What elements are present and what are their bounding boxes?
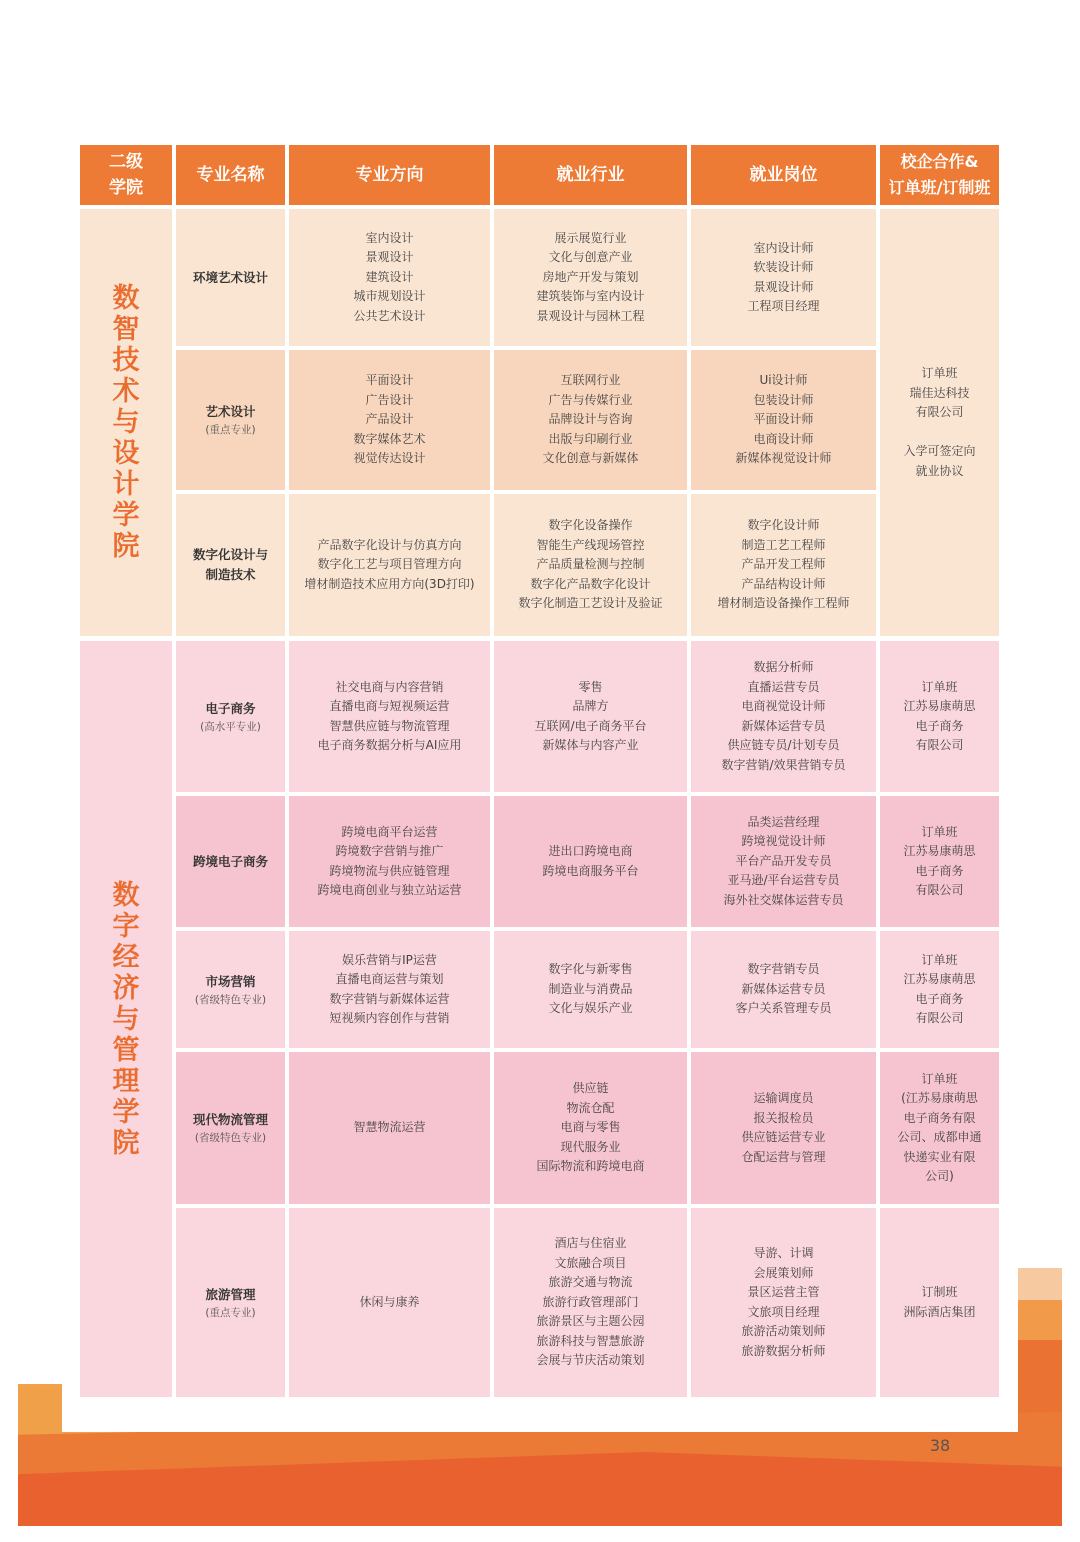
cell-line: 休闲与康养 [359, 1294, 420, 1309]
cell-line: 亚马逊/平台运营专员 [727, 873, 840, 888]
cell-line: 直播电商与短视频运营 [329, 699, 450, 713]
cell-line: 增材制造设备操作工程师 [717, 596, 850, 611]
cell-line: 公共艺术设计 [353, 308, 426, 323]
college-name: 数字经济与管理学院 [112, 879, 140, 1159]
cooperation-cell [880, 796, 999, 927]
major-name: 数字化设计与 [192, 547, 268, 562]
header-college: 二级 学院 [80, 145, 172, 205]
industry-cell [494, 494, 687, 636]
cell-line: 城市规划设计 [353, 289, 426, 304]
major-name: 跨境电子商务 [192, 853, 268, 869]
cell-line: 新媒体与内容产业 [542, 738, 639, 752]
cell-line: 江苏易康萌思 [903, 972, 976, 986]
cell-line: 公司、成都申通 [897, 1130, 982, 1144]
cell-line: 增材制造技术应用方向(3D打印) [304, 576, 475, 591]
cell-line: 新媒体视觉设计师 [735, 451, 832, 466]
cell-line: 订制班 [921, 1285, 958, 1299]
cell-line: 海外社交媒体运营专员 [723, 892, 844, 907]
direction-cell [289, 1052, 490, 1204]
cell-line: 订单班 [921, 366, 958, 380]
cell-line: 电子商务数据分析与AI应用 [317, 738, 462, 752]
cell-line: 供应链运营专业 [741, 1130, 826, 1144]
major-cell [176, 209, 285, 346]
industry-cell [494, 209, 687, 346]
major-tag: (高水平专业) [200, 720, 261, 733]
cell-line: 产品设计 [365, 412, 414, 427]
cell-line: 公司) [925, 1169, 954, 1183]
industry-cell [494, 796, 687, 927]
cell-line: 现代服务业 [560, 1139, 621, 1154]
college-cell [80, 209, 172, 636]
page-number: 38 [929, 1436, 951, 1455]
cell-line: 零售 [578, 679, 603, 694]
cell-line: 数据分析师 [753, 660, 814, 674]
header-cooperation: 校企合作& 订单班/订制班 [880, 145, 999, 205]
cell-line: 旅游交通与物流 [548, 1275, 633, 1290]
cell-line: 文旅项目经理 [747, 1304, 820, 1319]
cell-line: 房地产开发与策划 [542, 269, 639, 284]
cell-line: 会展与节庆活动策划 [536, 1353, 645, 1368]
major-name: 旅游管理 [205, 1286, 256, 1302]
cell-line: 产品数字化设计与仿真方向 [317, 537, 462, 552]
cell-line: 数字化设备操作 [548, 518, 633, 533]
cell-line: 社交电商与内容营销 [335, 679, 444, 694]
cell-line: 室内设计师 [753, 240, 814, 255]
cell-line: 产品质量检测与控制 [536, 557, 645, 572]
cell-line: 室内设计 [365, 230, 414, 245]
cell-line: 景观设计与园林工程 [536, 308, 645, 323]
cell-line: Ui设计师 [759, 373, 808, 388]
header-position: 就业岗位 [691, 145, 876, 205]
cell-line: 直播电商运营与策划 [335, 972, 444, 986]
cell-line: 广告设计 [365, 392, 414, 407]
cell-line: 会展策划师 [753, 1265, 814, 1280]
cell-line: 文旅融合项目 [554, 1255, 627, 1270]
cell-line: 旅游行政管理部门 [542, 1294, 639, 1309]
cell-line: 电商设计师 [753, 431, 814, 446]
cell-line: 出版与印刷行业 [548, 431, 633, 446]
position-cell [691, 1052, 876, 1204]
position-cell [691, 494, 876, 636]
cell-line: 数字化产品数字化设计 [530, 576, 651, 591]
cell-line: 视觉传达设计 [353, 451, 426, 466]
major-cell [176, 931, 285, 1048]
cell-line: 有限公司 [915, 405, 964, 419]
cell-line: 订单班 [921, 952, 958, 967]
cell-line: 跨境视觉设计师 [741, 834, 826, 849]
cell-line: 快递实业有限 [903, 1149, 976, 1164]
direction-cell [289, 641, 490, 792]
cell-line: 包装设计师 [753, 392, 814, 407]
cell-line: 广告与传媒行业 [548, 392, 633, 407]
cell-line: 数字营销与新媒体运营 [329, 991, 450, 1006]
cell-line: 产品结构设计师 [741, 576, 826, 591]
cell-line: 有限公司 [915, 883, 964, 897]
major-tag: (重点专业) [205, 1306, 256, 1319]
cell-line: 客户关系管理专员 [735, 1001, 832, 1016]
major-name: 市场营销 [205, 973, 256, 989]
direction-cell [289, 796, 490, 927]
industry-cell [494, 641, 687, 792]
cell-line: 平台产品开发专员 [735, 853, 832, 868]
position-cell [691, 1208, 876, 1397]
cell-line: 景观设计 [365, 250, 414, 265]
major-name: 艺术设计 [205, 404, 256, 419]
position-cell [691, 209, 876, 346]
cell-line: 数字营销专员 [747, 962, 820, 977]
industry-cell [494, 1208, 687, 1397]
header-major: 专业名称 [176, 145, 285, 205]
cell-line: 跨境电商创业与独立站运营 [317, 883, 462, 897]
cell-line: 旅游景区与主题公园 [536, 1314, 645, 1329]
cell-line: 有限公司 [915, 738, 964, 752]
cell-line: 酒店与住宿业 [554, 1236, 627, 1251]
cell-line: 报关报检员 [753, 1110, 814, 1125]
cell-line: 物流仓配 [566, 1100, 615, 1115]
cell-line: 文化与创意产业 [548, 250, 633, 265]
industry-cell [494, 931, 687, 1048]
cell-line: 品牌方 [572, 699, 609, 713]
major-tag: (重点专业) [205, 424, 256, 436]
college-name: 数智技术与设计学院 [112, 283, 140, 562]
cell-line: 制造业与消费品 [548, 981, 633, 996]
cell-line: 平面设计 [365, 373, 414, 388]
cell-line: 直播运营专员 [747, 679, 820, 694]
cell-line: 文化创意与新媒体 [542, 451, 639, 466]
cell-line: 产品开发工程师 [741, 557, 826, 572]
cell-line: 导游、计调 [753, 1246, 814, 1260]
cell-line: 电子商务有限 [903, 1110, 976, 1125]
cell-line: 工程项目经理 [747, 299, 820, 313]
cell-line: 平面设计师 [753, 412, 814, 427]
cell-line: 互联网/电子商务平台 [534, 718, 647, 733]
cell-line: 订单班 [921, 824, 958, 839]
cooperation-cell [880, 931, 999, 1048]
cell-line: 国际物流和跨境电商 [536, 1159, 645, 1174]
major-cell [176, 641, 285, 792]
cell-line: 文化与娱乐产业 [548, 1001, 633, 1016]
position-cell [691, 641, 876, 792]
cooperation-cell [880, 1052, 999, 1204]
cooperation-cell [880, 641, 999, 792]
direction-cell [289, 931, 490, 1048]
cell-line: 旅游活动策划师 [741, 1324, 826, 1338]
cell-line: 软装设计师 [753, 260, 814, 274]
major-cell [176, 350, 285, 490]
cooperation-cell [880, 1208, 999, 1397]
cell-line: 数字化制造工艺设计及验证 [518, 596, 663, 611]
cell-line: 有限公司 [915, 1011, 964, 1025]
major-cell [176, 1208, 285, 1397]
cell-line: 供应链专员/计划专员 [727, 738, 840, 752]
major-tag: (省级特色专业) [194, 993, 267, 1006]
cell-line: 入学可签定向 [903, 444, 976, 458]
cell-line: 跨境数字营销与推广 [335, 844, 444, 858]
cell-line: 江苏易康萌思 [903, 844, 976, 858]
cell-line: 订单班 [921, 1071, 958, 1086]
industry-cell [494, 1052, 687, 1204]
direction-cell [289, 350, 490, 490]
direction-cell [289, 494, 490, 636]
cell-line: 智慧物流运营 [353, 1120, 426, 1135]
cell-line: 数字营销/效果营销专员 [721, 757, 846, 772]
cell-line: 电子商务 [915, 991, 964, 1006]
major-name: 现代物流管理 [192, 1112, 268, 1127]
major-cell [176, 494, 285, 636]
major-tag: (省级特色专业) [194, 1132, 267, 1144]
position-cell [691, 931, 876, 1048]
cell-line: 就业协议 [915, 463, 964, 478]
college-cell [80, 641, 172, 1397]
cell-line: 品牌设计与咨询 [548, 412, 633, 427]
header-industry: 就业行业 [494, 145, 687, 205]
direction-cell [289, 209, 490, 346]
cell-line: 数字化与新零售 [548, 962, 633, 977]
cell-line: 江苏易康萌思 [903, 699, 976, 713]
cell-line: 展示展览行业 [554, 230, 627, 245]
cell-line: 跨境电商平台运营 [341, 824, 438, 839]
cell-line: 供应链 [572, 1081, 609, 1096]
cell-line: 短视频内容创作与营销 [329, 1011, 450, 1025]
cell-line: 进出口跨境电商 [548, 844, 633, 858]
cell-line: 运输调度员 [753, 1091, 814, 1105]
cell-line: (江苏易康萌思 [901, 1091, 978, 1105]
cell-line: 智能生产线现场管控 [536, 537, 645, 552]
major-cell [176, 796, 285, 927]
cell-line: 建筑设计 [365, 269, 414, 284]
cell-line: 景区运营主管 [747, 1285, 820, 1299]
cell-line: 仓配运营与管理 [741, 1149, 826, 1164]
cell-line [938, 423, 942, 443]
cell-line: 智慧供应链与物流管理 [329, 718, 450, 733]
position-cell [691, 350, 876, 490]
cell-line: 订单班 [921, 679, 958, 694]
cell-line: 数字媒体艺术 [353, 431, 426, 446]
cell-line: 互联网行业 [560, 373, 621, 388]
cell-line: 电子商务 [915, 863, 964, 878]
direction-cell [289, 1208, 490, 1397]
major-cell [176, 1052, 285, 1204]
cell-line: 景观设计师 [753, 279, 814, 294]
cell-line: 新媒体运营专员 [741, 981, 826, 996]
position-cell [691, 796, 876, 927]
cell-line: 数字化工艺与项目管理方向 [317, 557, 462, 572]
cell-line: 旅游数据分析师 [741, 1343, 826, 1358]
cell-line: 数字化设计师 [747, 518, 820, 533]
cell-line: 旅游科技与智慧旅游 [536, 1333, 645, 1348]
cell-line: 娱乐营销与IP运营 [342, 952, 437, 967]
cell-line: 新媒体运营专员 [741, 718, 826, 733]
industry-cell [494, 350, 687, 490]
cell-line: 电商与零售 [560, 1120, 621, 1135]
cell-line: 跨境物流与供应链管理 [329, 863, 450, 878]
cell-line: 制造工艺工程师 [741, 537, 826, 552]
cell-line: 洲际酒店集团 [903, 1304, 976, 1319]
cooperation-cell [880, 209, 999, 636]
major-name: 制造技术 [205, 567, 256, 582]
header-direction: 专业方向 [289, 145, 490, 205]
cell-line: 电商视觉设计师 [741, 699, 826, 713]
cell-line: 品类运营经理 [747, 814, 820, 829]
cell-line: 跨境电商服务平台 [542, 863, 639, 878]
cell-line: 电子商务 [915, 718, 964, 733]
major-name: 电子商务 [205, 700, 256, 716]
cell-line: 瑞佳达科技 [909, 385, 970, 400]
major-name: 环境艺术设计 [192, 269, 268, 285]
cell-line: 建筑装饰与室内设计 [536, 289, 645, 304]
